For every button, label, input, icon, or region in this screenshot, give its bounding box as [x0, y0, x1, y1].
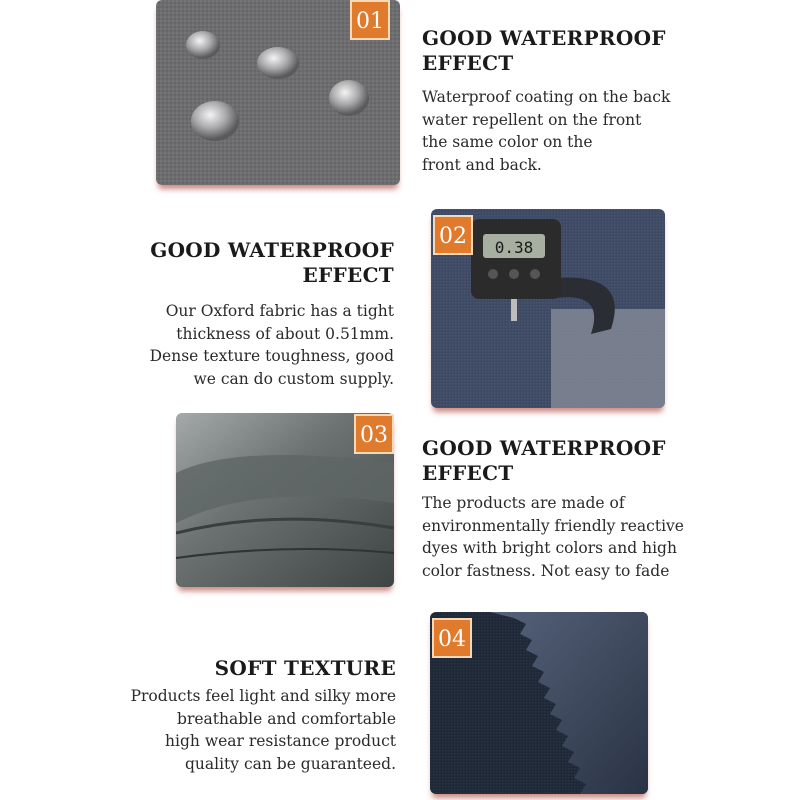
section-3-title-line: GOOD WATERPROOF	[422, 436, 666, 460]
step-badge-04: 04	[432, 618, 472, 658]
section-1-description	[422, 86, 670, 176]
section-1-title-line: GOOD WATERPROOF	[422, 26, 666, 50]
section-3-title-line: EFFECT	[422, 461, 514, 485]
section-2-desc-line: Our Oxford fabric has a tight	[165, 302, 394, 320]
section-3-title	[422, 436, 666, 486]
section-1-desc-line: the same color on the	[422, 133, 593, 151]
section-1-title-line: EFFECT	[422, 51, 514, 75]
section-1-desc-line: Waterproof coating on the back	[422, 88, 671, 106]
section-2-desc-line: we can do custom supply.	[193, 369, 394, 388]
step-badge-01: 01	[350, 0, 390, 40]
section-3-desc-line: dyes with bright colors and high	[422, 539, 677, 557]
section-2-desc-line: Dense texture toughness, good	[149, 347, 394, 365]
gauge-icon	[471, 219, 561, 299]
section-2-desc-line: thickness of about 0.51mm.	[176, 324, 394, 343]
section-4-desc-line: Products feel light and silky more	[130, 687, 396, 705]
section-3-desc-line: environmentally friendly reactive	[422, 516, 684, 535]
section-1-title	[422, 26, 666, 76]
section-4-desc-line: breathable and comfortable	[177, 709, 396, 728]
section-4-desc-line: high wear resistance product	[165, 732, 396, 750]
section-3-desc-line: The products are made of	[422, 494, 625, 512]
step-badge-02: 02	[433, 215, 473, 255]
gauge-reading: 0.38	[494, 238, 534, 257]
section-3-desc-line: color fastness. Not easy to fade	[422, 561, 670, 580]
section-2-title-line: GOOD WATERPROOF	[150, 238, 394, 262]
section-2-title	[150, 238, 394, 288]
section-4-title-line: SOFT TEXTURE	[214, 656, 396, 680]
step-badge-03: 03	[354, 414, 394, 454]
section-2-description	[150, 300, 394, 390]
water-droplet-icon	[186, 31, 220, 59]
section-1-desc-line: front and back.	[422, 155, 542, 174]
section-4-description	[131, 685, 396, 775]
section-3-description	[422, 492, 684, 582]
section-2-title-line: EFFECT	[302, 263, 394, 287]
section-4-desc-line: quality can be guaranteed.	[184, 754, 396, 773]
section-1-desc-line: water repellent on the front	[422, 110, 642, 129]
section-4-title	[215, 656, 396, 681]
